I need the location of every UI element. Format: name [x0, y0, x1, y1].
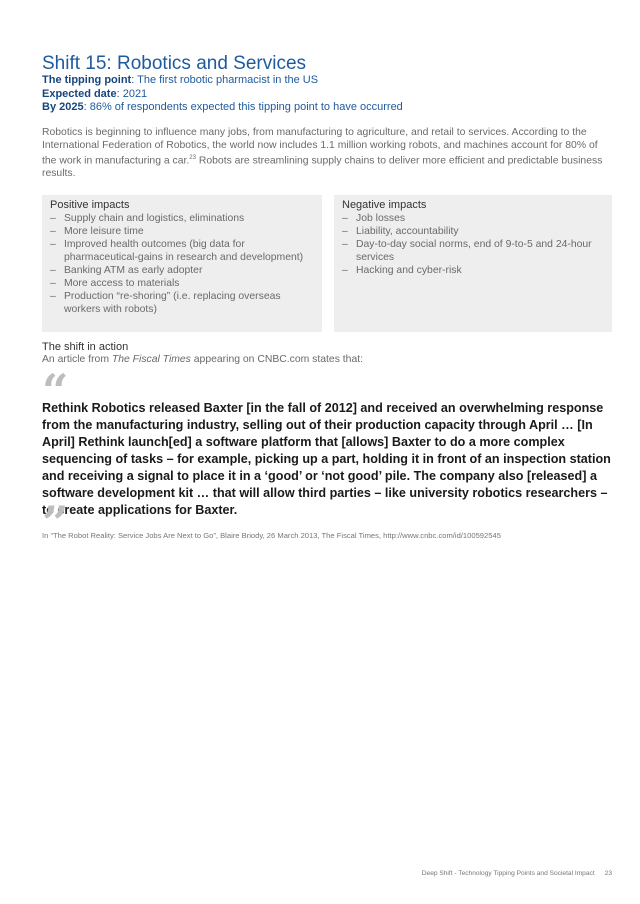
expected-date-line: [42, 88, 403, 102]
intro-paragraph: [42, 126, 608, 180]
list-item: – Day-to-day social norms, end of 9-to-5 and 24-hour services: [342, 238, 604, 264]
footer-text: Deep Shift - Technology Tipping Points and Societal Impact: [421, 870, 595, 877]
list-item: – Liability, accountability: [342, 225, 604, 238]
negative-impacts-list: [342, 212, 604, 277]
page-title: Shift 15: Robotics and Services: [42, 52, 307, 74]
tipping-point-label: The tipping point: [42, 74, 132, 86]
tipping-point-line: [42, 74, 403, 88]
list-item: – Improved health outcomes (big data for pharmaceutical-gains in research and development): [50, 238, 312, 264]
page-number: 23: [604, 870, 612, 877]
list-item: – Hacking and cyber-risk: [342, 264, 604, 277]
list-item: – Job losses: [342, 212, 604, 225]
positive-impacts-heading: Positive impacts: [50, 199, 130, 211]
positive-impacts-box: [42, 195, 322, 332]
by-2025-line: [42, 101, 403, 115]
tipping-point-block: [42, 74, 403, 115]
footnote-ref: 23: [189, 155, 196, 161]
intro-text-2: Robots are streamlining supply chains to deliver more efficient and predictable business results.: [42, 155, 603, 180]
open-quote-icon: “: [42, 364, 69, 418]
positive-impacts-list: [50, 212, 312, 316]
negative-impacts-heading: Negative impacts: [342, 199, 427, 211]
shift-in-action-heading: The shift in action: [42, 341, 129, 353]
intro-text: Robotics is beginning to influence many jobs, from manufacturing to agriculture, and retail to services. According to the International Federation of Robotics, the world now includes 1.1 million working robots, and machines account for 80% of the work in manufacturing a car.: [42, 127, 598, 167]
list-item: – More access to materials: [50, 277, 312, 290]
citation: In “The Robot Reality: Service Jobs Are Next to Go”, Blaire Briody, 26 March 2013, The Fiscal Times, http://www.cnbc.com/id/100592545: [42, 531, 501, 540]
expected-date-label: Expected date: [42, 87, 117, 100]
list-item: – Banking ATM as early adopter: [50, 264, 312, 277]
by-2025-label: By 2025: [42, 101, 84, 113]
tipping-point-value: : The first robotic pharmacist in the US: [131, 74, 319, 86]
shift-sub-post: appearing on CNBC.com states that:: [190, 354, 364, 365]
list-item: – Production “re-shoring” (i.e. replacing overseas workers with robots): [50, 290, 312, 316]
list-item: – More leisure time: [50, 225, 312, 238]
shift-sub-pre: An article from: [42, 354, 112, 365]
shift-in-action-intro: [42, 354, 363, 365]
close-quote-icon: ”: [42, 496, 69, 550]
by-2025-value: : 86% of respondents expected this tipping point to have occurred: [83, 101, 403, 113]
page-footer: [422, 870, 612, 877]
negative-impacts-box: [334, 195, 612, 332]
list-item: – Supply chain and logistics, eliminations: [50, 212, 312, 225]
source-publication: The Fiscal Times: [111, 354, 191, 365]
expected-date-value: : 2021: [116, 87, 148, 100]
quote-body: Rethink Robotics released Baxter [in the fall of 2012] and received an overwhelming response from the manufacturing industry, selling out of their production capacity through April … [In April] Rethink launch[ed] a software platform that [allows] Baxter to do a more complex sequencing of tasks – for example, picking up a part, holding it in front of an inspection station and receiving a signal to place it in a ‘good’ or ‘not good’ pile. The company also [released] a software development kit … that will allow third parties – like university robotics researchers – to create applications for Baxter.: [42, 401, 611, 517]
